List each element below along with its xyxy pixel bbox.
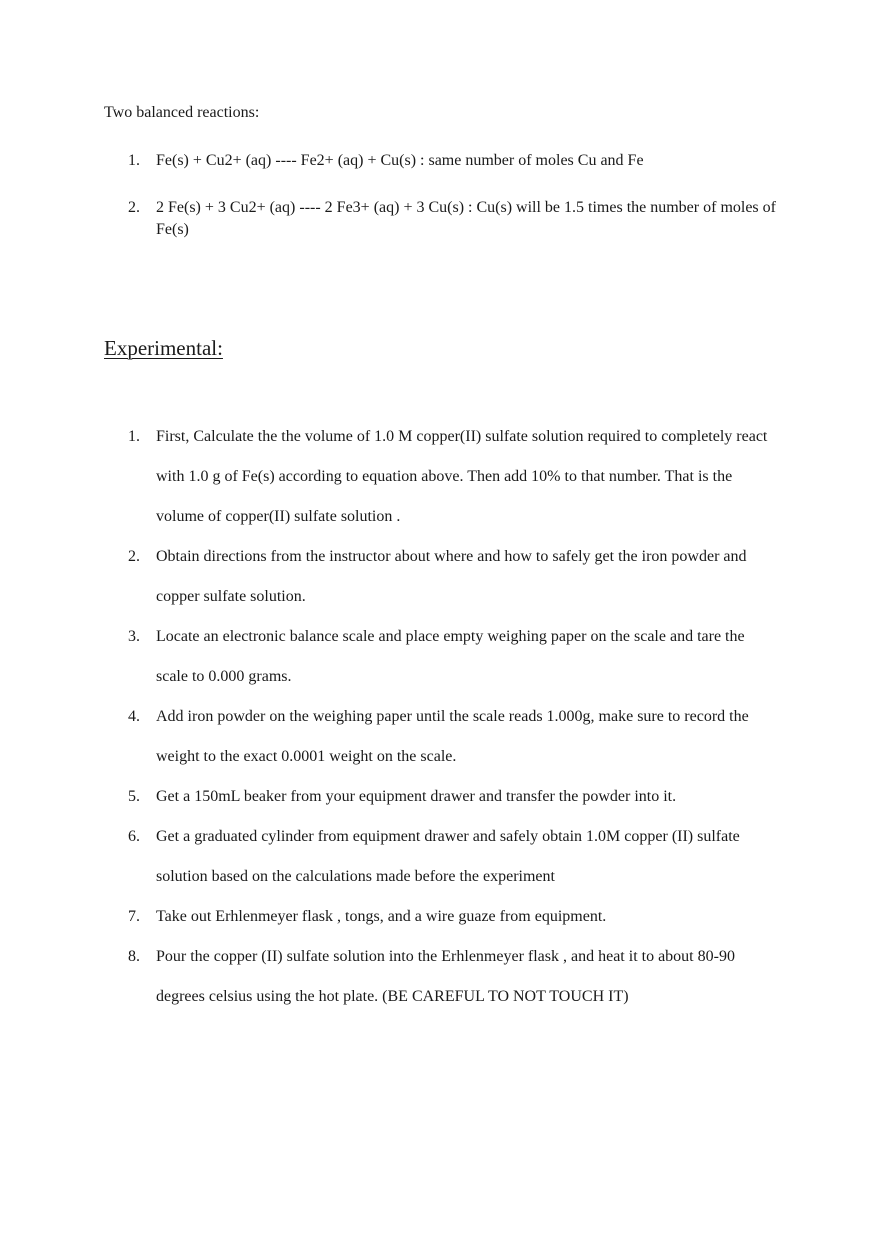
reaction-text: 2 Fe(s) + 3 Cu2+ (aq) ---- 2 Fe3+ (aq) + 3 Cu(s) : Cu(s) will be 1.5 times the number of moles of Fe(s)	[156, 199, 776, 238]
step-text: Add iron powder on the weighing paper until the scale reads 1.000g, make sure to record the weight to the exact 0.0001 weight on the scale.	[156, 708, 749, 765]
step-number: 8.	[128, 948, 140, 965]
step-text: Pour the copper (II) sulfate solution into the Erhlenmeyer flask , and heat it to about 80-90 degrees celsius using the hot plate. (BE CAREFUL TO NOT TOUCH IT)	[156, 948, 735, 1005]
step-number: 5.	[128, 788, 140, 805]
step-number: 4.	[128, 708, 140, 725]
step-number: 7.	[128, 908, 140, 925]
step-text: Locate an electronic balance scale and place empty weighing paper on the scale and tare the scale to 0.000 grams.	[156, 628, 745, 685]
step-number: 1.	[128, 428, 140, 445]
step-text: Get a 150mL beaker from your equipment drawer and transfer the powder into it.	[156, 788, 677, 805]
procedure-step	[104, 777, 776, 817]
step-number: 3.	[128, 628, 140, 645]
procedure-step	[104, 617, 776, 697]
reaction-item	[104, 150, 804, 172]
procedure-step	[104, 537, 776, 617]
intro-text: Two balanced reactions:	[104, 104, 260, 121]
step-number: 2.	[128, 548, 140, 565]
reaction-text: Fe(s) + Cu2+ (aq) ---- Fe2+ (aq) + Cu(s) : same number of moles Cu and Fe	[156, 152, 644, 169]
step-text: Get a graduated cylinder from equipment drawer and safely obtain 1.0M copper (II) sulfate solution based on the calculations made before the experiment	[156, 828, 740, 885]
reaction-item	[104, 197, 804, 241]
procedure-step	[104, 697, 776, 777]
procedure-step	[104, 417, 776, 537]
procedure-step	[104, 937, 776, 1017]
reaction-list	[104, 150, 804, 241]
reaction-number: 2.	[128, 199, 140, 216]
reaction-number: 1.	[128, 152, 140, 169]
procedure-step	[104, 817, 776, 897]
step-text: Obtain directions from the instructor about where and how to safely get the iron powder and copper sulfate solution.	[156, 548, 747, 605]
step-text: First, Calculate the the volume of 1.0 M copper(II) sulfate solution required to completely react with 1.0 g of Fe(s) according to equation above. Then add 10% to that number. That is the volume of copper(II) sulfate solution .	[156, 428, 768, 525]
procedure-list	[104, 417, 804, 1017]
step-text: Take out Erhlenmeyer flask , tongs, and a wire guaze from equipment.	[156, 908, 607, 925]
section-heading: Experimental:	[104, 336, 223, 360]
step-number: 6.	[128, 828, 140, 845]
procedure-step	[104, 897, 776, 937]
